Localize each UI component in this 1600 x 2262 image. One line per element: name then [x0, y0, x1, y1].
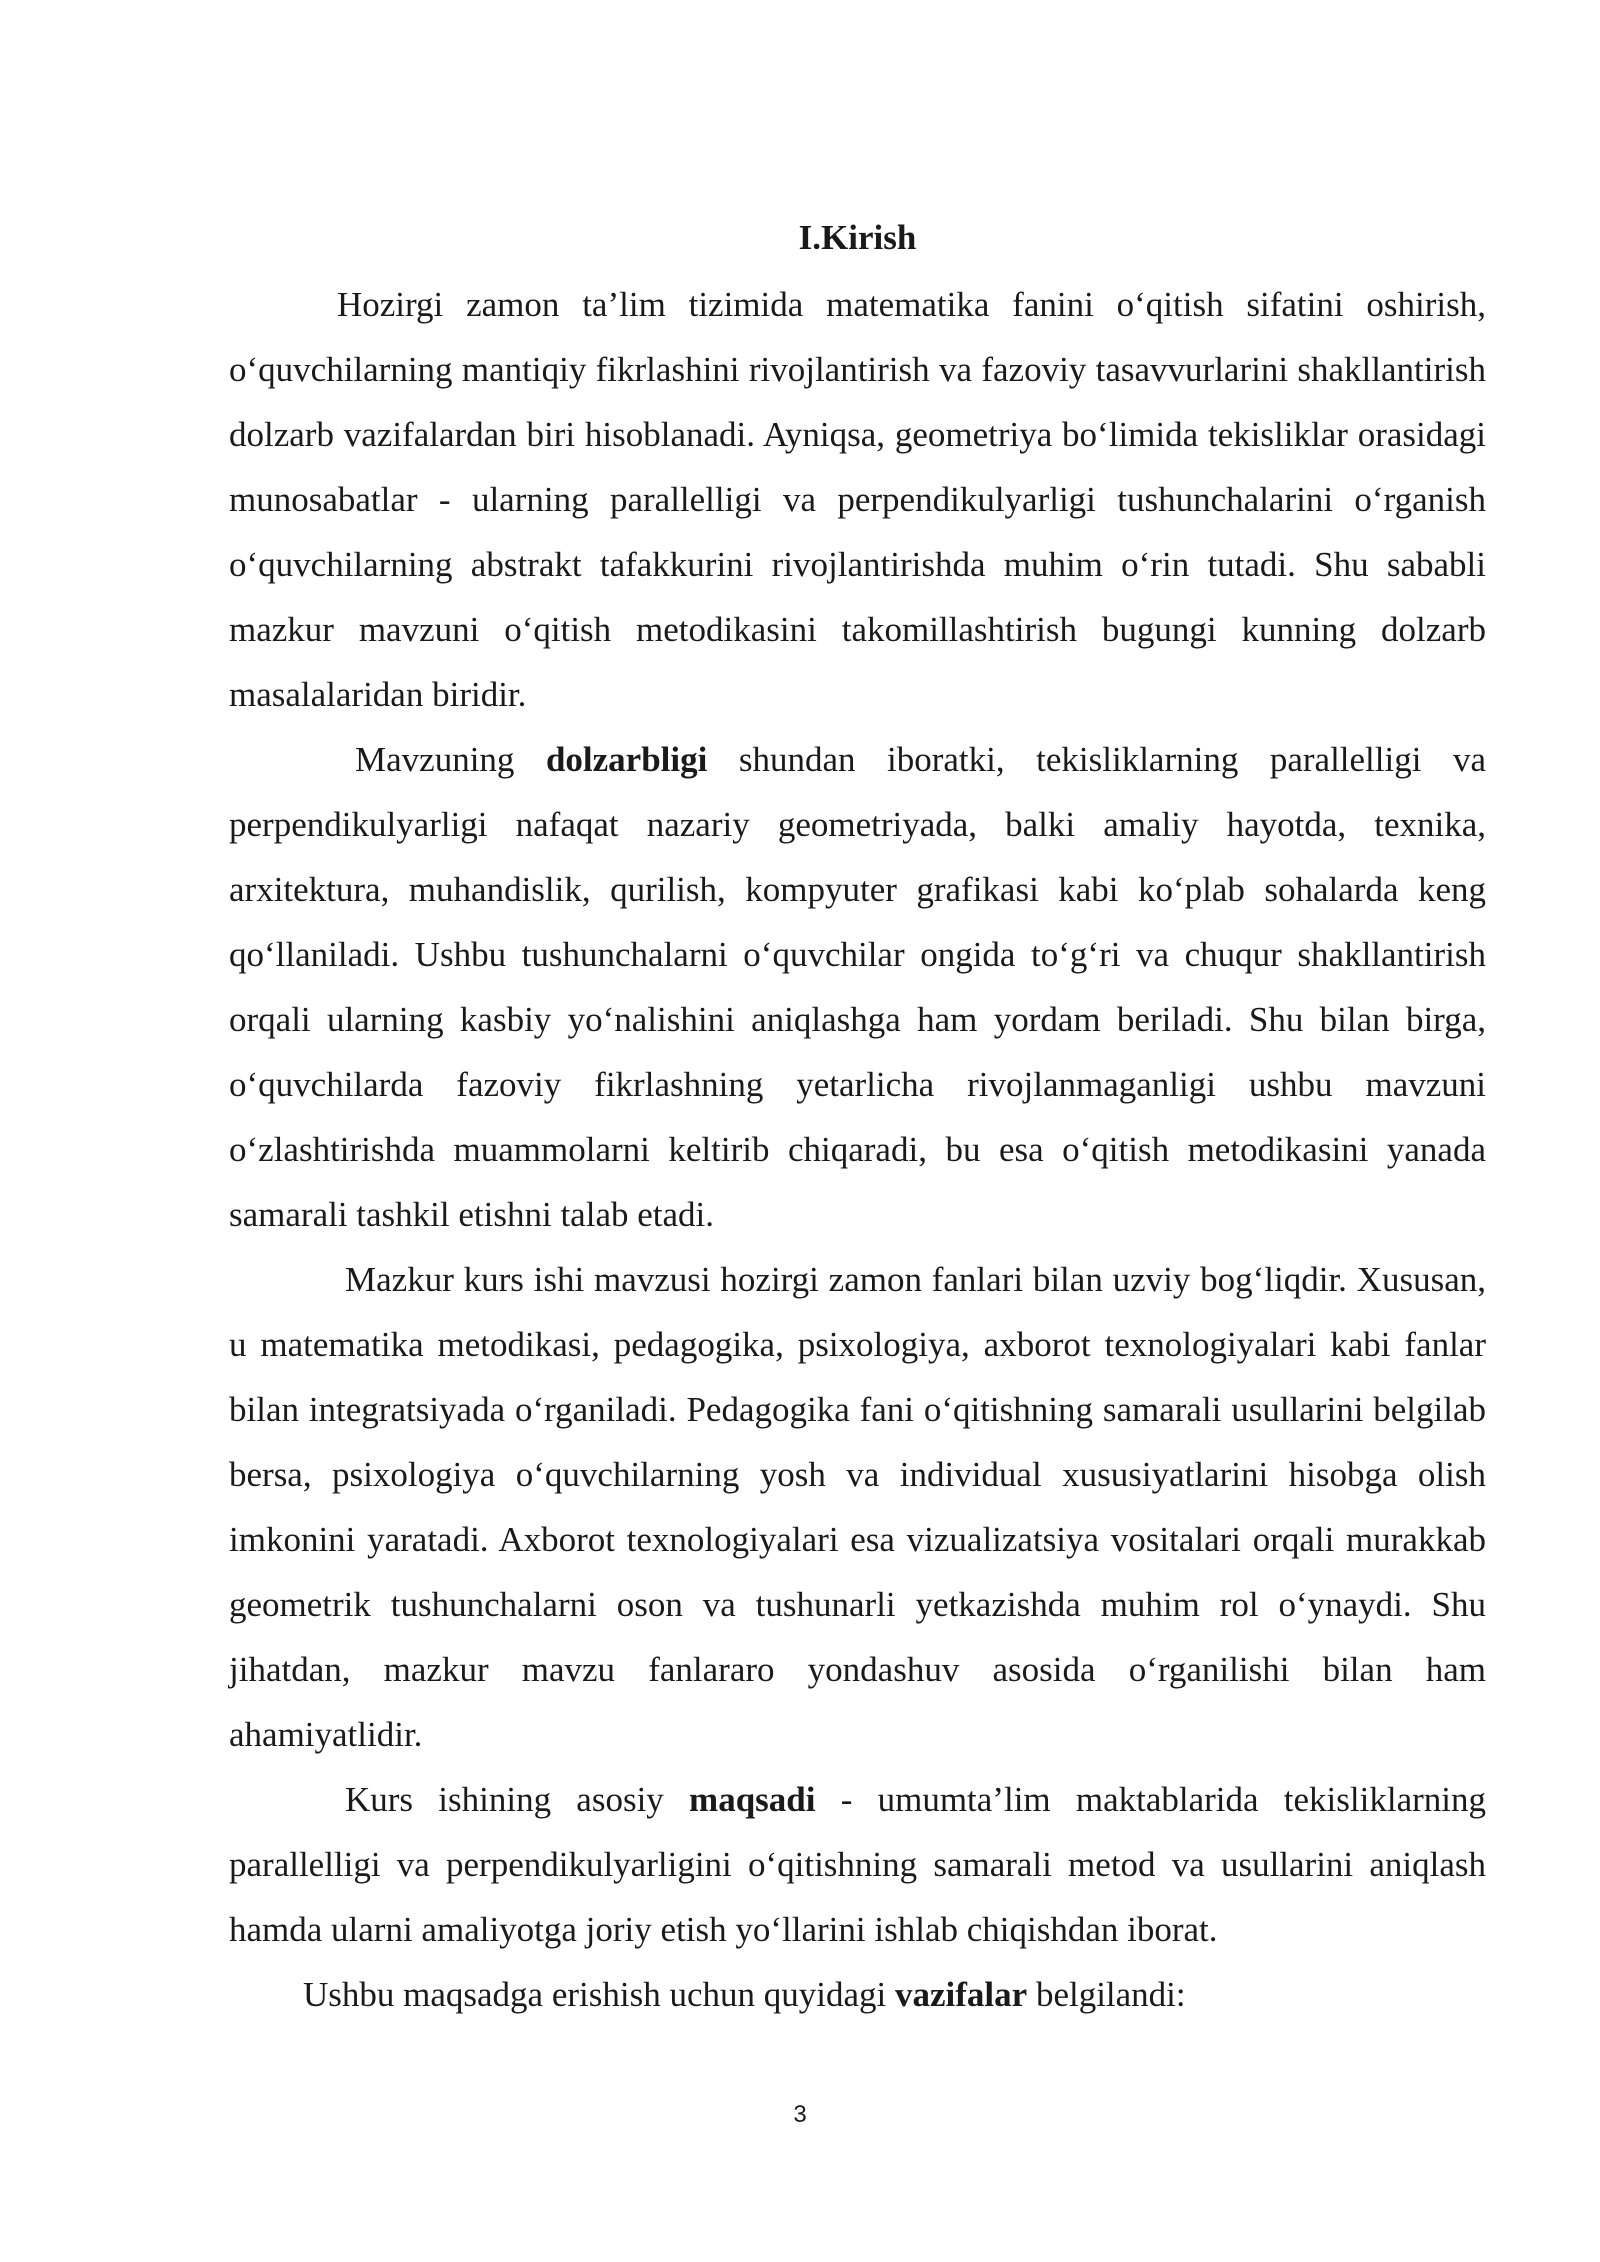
page-number: 3 [793, 2101, 807, 2128]
document-page [229, 210, 1486, 2027]
paragraph-text: Mavzuning [355, 740, 546, 779]
paragraph-relevance [229, 727, 1486, 1247]
paragraph-interdisciplinary: Mazkur kurs ishi mavzusi hozirgi zamon fanlari bilan uzviy bog‘liqdir. Xususan, u matematika metodikasi, pedagogika, psixologiya, axborot texnologiyalari kabi fanlar bilan integratsiyada o‘rganiladi. Pedagogika fani o‘qitishning samarali usullarini belgilab bersa, psixologiya o‘quvchilarning yosh va individual xususiyatlarini hisobga olish imkonini yaratadi. Axborot texnologiyalari esa vizualizatsiya vositalari orqali murakkab geometrik tushunchalarni oson va tushunarli yetkazishda muhim rol o‘ynaydi. Shu jihatdan, mazkur mavzu fanlararo yondashuv asosida o‘rganilishi bilan ham ahamiyatlidir. [229, 1260, 1486, 1754]
paragraph-text: shundan iboratki, tekisliklarning parallelligi va perpendikulyarligi nafaqat nazariy geometriyada, balki amaliy hayotda, texnika, arxitektura, muhandislik, qurilish, kompyuter grafikasi kabi ko‘plab sohalarda keng qo‘llaniladi. Ushbu tushunchalarni o‘quvchilar ongida to‘g‘ri va chuqur shakllantirish orqali ularning kasbiy yo‘nalishini aniqlashga ham yordam beriladi. Shu bilan birga, o‘quvchilarda fazoviy fikrlashning yetarlicha rivojlanmaganligi ushbu mavzuni o‘zlashtirishda muammolarni keltirib chiqaradi, bu esa o‘qitish metodikasini yanada samarali tashkil etishni talab etadi. [229, 740, 1486, 1234]
paragraph-tasks [229, 1962, 1486, 2027]
bold-term-relevance: dolzarbligi [545, 740, 708, 779]
bold-term-tasks: vazifalar [895, 1975, 1028, 2014]
paragraph-text: Kurs ishining asosiy [345, 1780, 690, 1819]
paragraph-goal [229, 1767, 1486, 1962]
paragraph-text: Ushbu maqsadga erishish uchun quyidagi [303, 1975, 895, 2014]
paragraph-text: - umumta’lim maktablarida tekisliklarning parallelligi va perpendikulyarligini o‘qitishning samarali metod va usullarini aniqlash hamda ularni amaliyotga joriy etish yo‘llarini ishlab chiqishdan iborat. [229, 1780, 1486, 1949]
paragraph-text: belgilandi: [1027, 1975, 1186, 2014]
bold-term-goal: maqsadi [689, 1780, 816, 1819]
paragraph-intro: Hozirgi zamon ta’lim tizimida matematika fanini o‘qitish sifatini oshirish, o‘quvchilarning mantiqiy fikrlashini rivojlantirish va fazoviy tasavvurlarini shakllantirish dolzarb vazifalardan biri hisoblanadi. Ayniqsa, geometriya bo‘limida tekisliklar orasidagi munosabatlar - ularning parallelligi va perpendikulyarligi tushunchalarini o‘rganish o‘quvchilarning abstrakt tafakkurini rivojlantirishda muhim o‘rin tutadi. Shu sababli mazkur mavzuni o‘qitish metodikasini takomillashtirish bugungi kunning dolzarb masalalaridan biridir. [229, 285, 1486, 714]
section-title: I.Kirish [798, 218, 917, 257]
